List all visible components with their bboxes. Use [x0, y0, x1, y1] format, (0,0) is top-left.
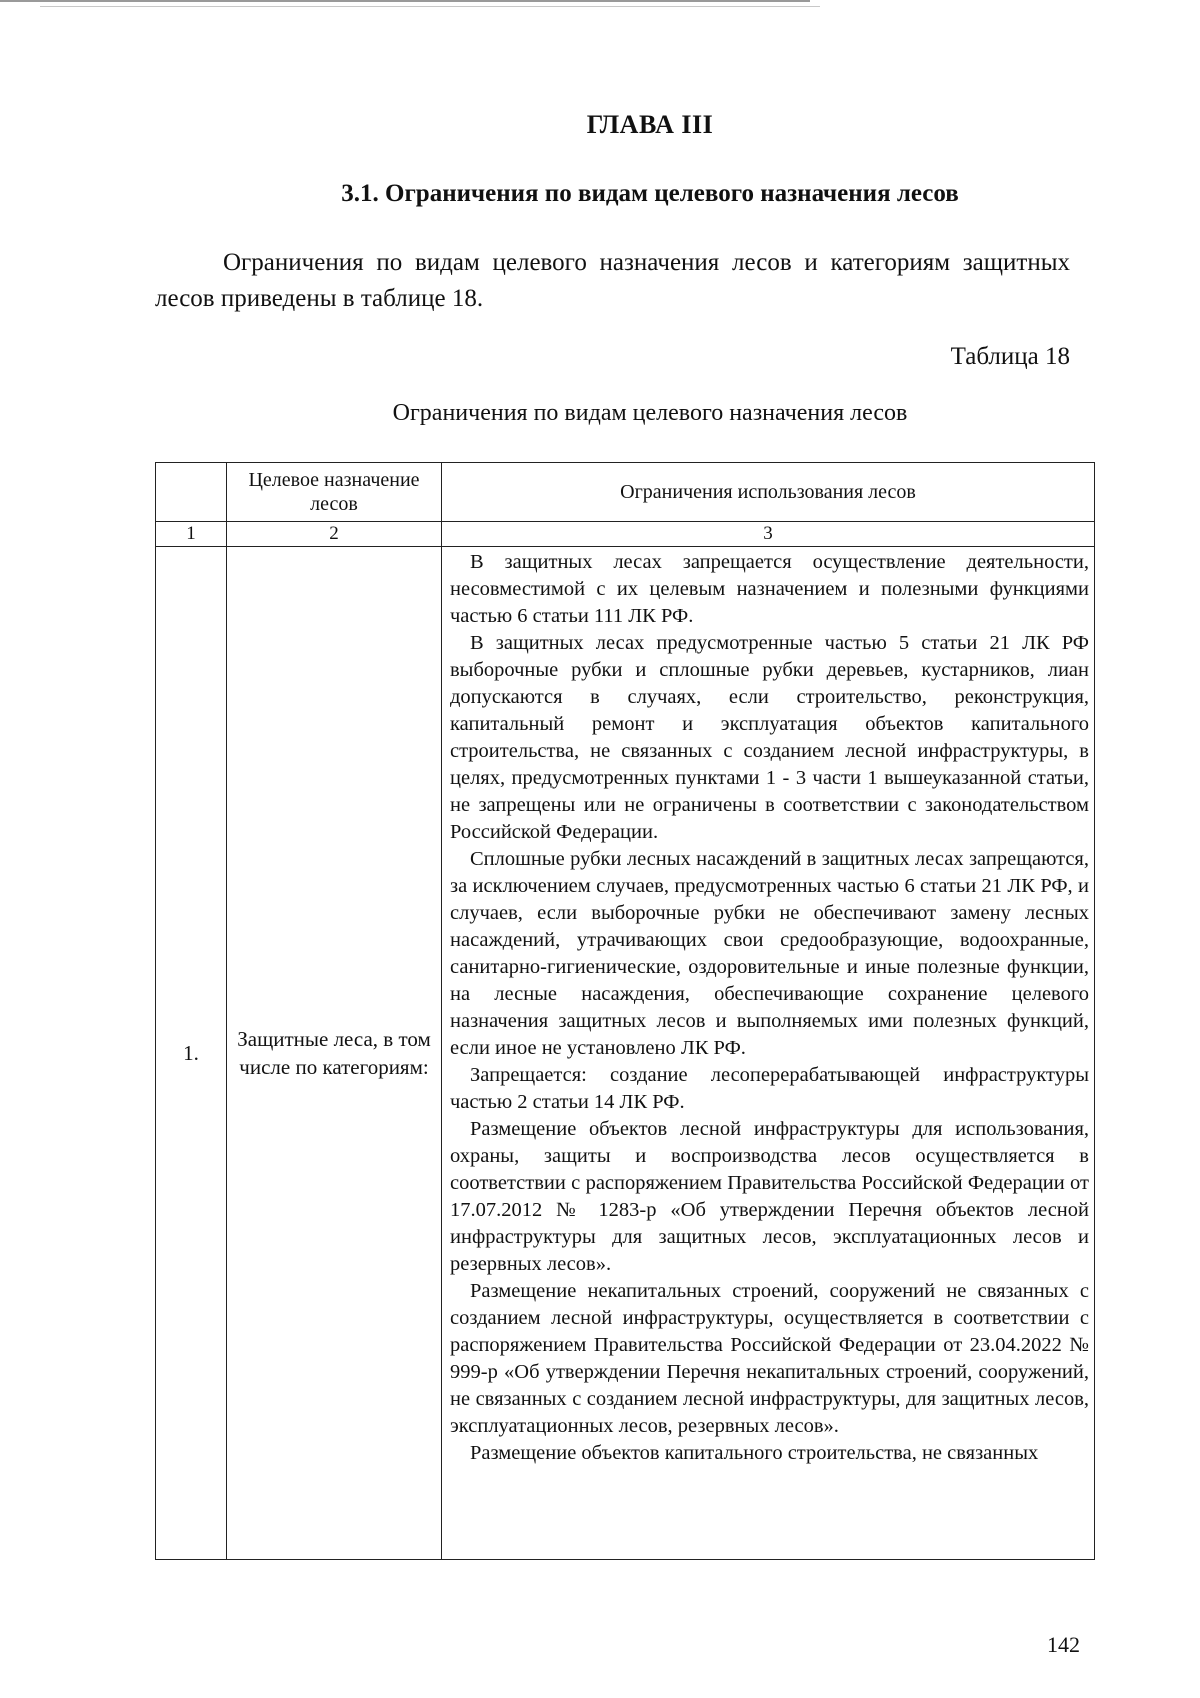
column-number: 3 [442, 522, 1095, 547]
header-cell-purpose: Целевое назначение лесов [227, 463, 442, 522]
intro-paragraph: Ограничения по видам целевого назначения лесов и категориям защитных лесов приведены в таблице 18. [155, 249, 1070, 312]
restriction-paragraph: В защитных лесах запрещается осуществление деятельности, несовместимой с их целевым назначением и полезными функциями частью 6 статьи 111 ЛК РФ. [450, 551, 1089, 627]
scan-top-edge-inner [40, 6, 820, 7]
page-number: 142 [1047, 1632, 1080, 1657]
header-cell-restrictions: Ограничения использования лесов [442, 463, 1095, 522]
row-number: 1. [156, 547, 227, 1560]
restriction-paragraph: В защитных лесах предусмотренные частью 5 статьи 21 ЛК РФ выборочные рубки и сплошные рубки деревьев, кустарников, лиан допускаются в случаях, если строительство, реконструкция, капитальный ремонт и эксплуатация объектов капитального строительства, не связанных с созданием лесной инфраструктуры, в целях, предусмотренных пунктами 1 - 3 части 1 вышеуказанной статьи, не запрещены или не ограничены в соответствии с законодательством Российской Федерации. [450, 632, 1089, 843]
row-purpose: Защитные леса, в том числе по категориям: [227, 547, 442, 1560]
section-title: 3.1. Ограничения по видам целевого назначения лесов [341, 180, 959, 207]
chapter-title: ГЛАВА III [586, 110, 714, 139]
table-header-row [156, 463, 1095, 522]
restriction-paragraph: Размещение объектов лесной инфраструктуры для использования, охраны, защиты и воспроизводства лесов осуществляется в соответствии с распоряжением Правительства Российской Федерации от 17.07.2012 № 1283-р «Об утверждении Перечня объектов лесной инфраструктуры для защитных лесов, эксплуатационных лесов и резервных лесов». [450, 1118, 1089, 1275]
restriction-paragraph: Размещение некапитальных строений, сооружений не связанных с созданием лесной инфраструктуры, осуществляется в соответствии с распоряжением Правительства Российской Федерации от 23.04.2022 № 999-р «Об утверждении Перечня некапитальных строений, сооружений, не связанных с созданием лесной инфраструктуры, для защитных лесов, эксплуатационных лесов, резервных лесов». [450, 1280, 1089, 1437]
header-cell-number [156, 463, 227, 522]
restriction-paragraph: Сплошные рубки лесных насаждений в защитных лесах запрещаются, за исключением случаев, предусмотренных частью 6 статьи 21 ЛК РФ, и случаев, если выборочные рубки не обеспечивают замену лесных насаждений, утрачивающих свои средообразующие, водоохранные, санитарно-гигиенические, оздоровительные и иные полезные функции, на лесные насаждения, обеспечивающие сохранение целевого назначения защитных лесов и выполняемых ими полезных функций, если иное не установлено ЛК РФ. [450, 848, 1089, 1059]
column-number: 1 [156, 522, 227, 547]
restriction-paragraph: Запрещается: создание лесоперерабатывающей инфраструктуры частью 2 статьи 14 ЛК РФ. [450, 1064, 1089, 1113]
restriction-paragraph: Размещение объектов капитального строительства, не связанных [470, 1442, 1039, 1464]
restrictions-table [155, 462, 1095, 1560]
table-row [156, 547, 1095, 1560]
row-restrictions [442, 547, 1095, 1560]
table-title: Ограничения по видам целевого назначения лесов [392, 400, 908, 426]
table-number: Таблица 18 [950, 343, 1070, 370]
scan-top-edge [0, 0, 810, 2]
column-number-row [156, 522, 1095, 547]
column-number: 2 [227, 522, 442, 547]
